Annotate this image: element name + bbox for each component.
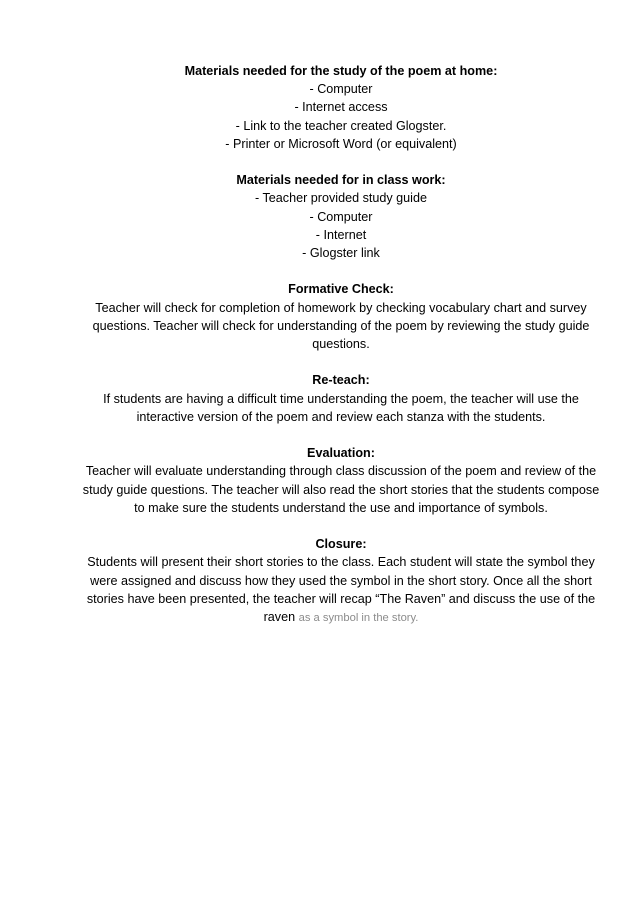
closure-heading: Closure: (315, 537, 367, 552)
class-materials-heading: Materials needed for in class work: (236, 173, 446, 188)
class-materials-item: - Internet (315, 227, 367, 242)
home-materials-heading: Materials needed for the study of the poem at home: (184, 64, 498, 78)
formative-check-section (78, 280, 604, 353)
reteach-text: If students are having a difficult time understanding the poem, the teacher will use the interactive version of the poem and review each stanza with the students. (103, 391, 579, 424)
formative-check-heading: Formative Check: (288, 282, 394, 297)
closure-section (78, 535, 604, 627)
evaluation-text: Teacher will evaluate understanding through class discussion of the poem and review of the study guide questions. The teacher will also read the short stories that the students compose to make sure the students understand the use and importance of symbols. (82, 464, 600, 515)
reteach-section (78, 371, 604, 426)
home-materials-item: - Printer or Microsoft Word (or equivalent) (225, 136, 457, 151)
reteach-heading: Re-teach: (312, 373, 370, 388)
closure-paragraph (78, 553, 604, 627)
closure-text: Students will present their short stories to the class. Each student will state the symbol they were assigned and discuss how they used the symbol in the short story. Once all the short stories have been presented, the teacher will recap “The Raven” and discuss the use of the raven (86, 555, 596, 625)
class-materials-item: - Glogster link (302, 246, 380, 261)
home-materials-item: - Internet access (294, 100, 388, 115)
closure-faded-text: as a symbol in the story. (298, 612, 419, 625)
evaluation-section (78, 444, 604, 517)
class-materials-item: - Teacher provided study guide (255, 191, 427, 206)
class-materials-section (78, 171, 604, 262)
home-materials-section (78, 62, 604, 153)
document-content (78, 62, 604, 645)
home-materials-item: - Link to the teacher created Glogster. (235, 118, 447, 133)
class-materials-item: - Computer (309, 209, 373, 224)
evaluation-heading: Evaluation: (307, 446, 375, 461)
formative-check-text: Teacher will check for completion of homework by checking vocabulary chart and survey questions. Teacher will check for understanding of the poem by reviewing the study guide questions. (92, 300, 590, 352)
home-materials-item: - Computer (309, 82, 373, 97)
